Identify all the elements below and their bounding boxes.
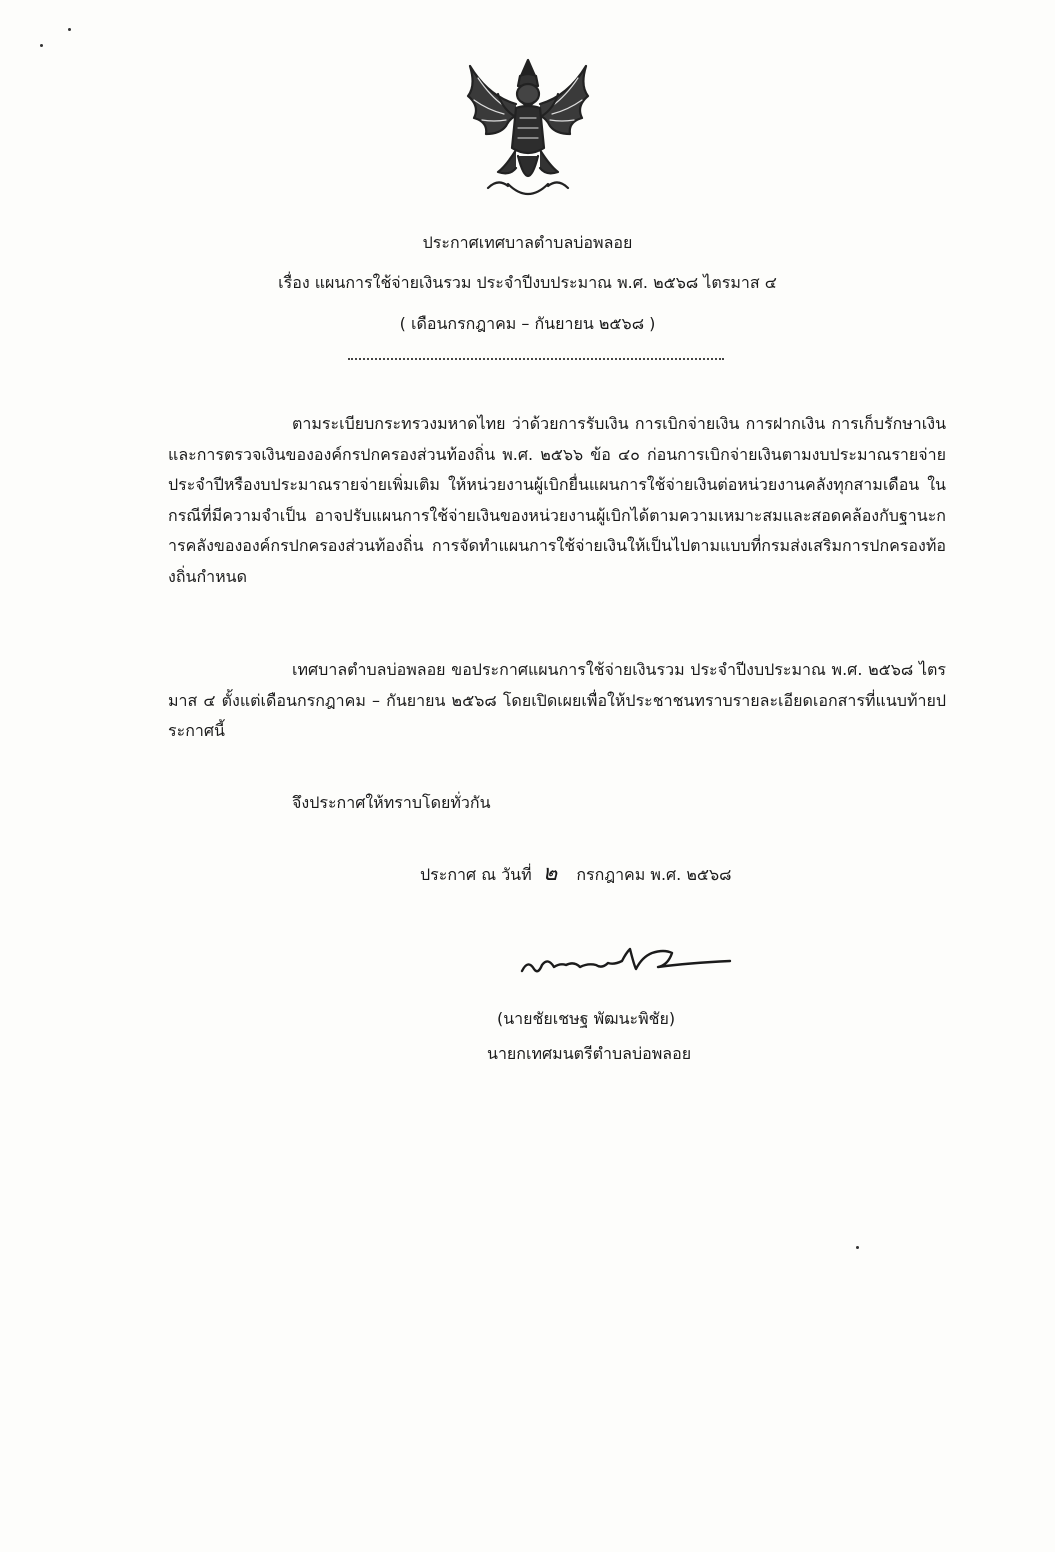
signatory-name: (นายชัยเชษฐ พัฒนะพิชัย) [497,1009,676,1028]
scan-speck [68,28,71,31]
scan-speck [856,1246,859,1249]
signature-icon [518,935,733,985]
signatory-position: นายกเทศมนตรีตำบลบ่อพลอย [487,1044,692,1063]
announcement-subject: เรื่อง แผนการใช้จ่ายเงินรวม ประจำปีงบประมาณ พ.ศ. ๒๕๖๘ ไตรมาส ๔ [278,273,777,292]
date-line [420,855,732,890]
announcement-period: ( เดือนกรกฎาคม – กันยายน ๒๕๖๘ ) [399,314,656,333]
date-prefix: ประกาศ ณ วันที่ [420,865,532,884]
scan-speck [40,44,43,47]
date-day: ๒ [542,861,558,886]
body-paragraph-2: เทศบาลตำบลบ่อพลอย ขอประกาศแผนการใช้จ่ายเงินรวม ประจำปีงบประมาณ พ.ศ. ๒๕๖๘ ไตรมาส ๔ ตั้งแต่เดือนกรกฎาคม – กันยายน ๒๕๖๘ โดยเปิดเผยเพื่อให้ประชาชนทราบรายละเอียดเอกสารที่แนบท้ายประกาศนี้ [168,660,946,740]
garuda-emblem-icon [458,56,598,206]
dotted-separator [348,358,724,360]
date-month-year: กรกฎาคม พ.ศ. ๒๕๖๘ [576,865,732,884]
body-paragraph-1: ตามระเบียบกระทรวงมหาดไทย ว่าด้วยการรับเงิน การเบิกจ่ายเงิน การฝากเงิน การเก็บรักษาเงิน และการตรวจเงินขององค์กรปกครองส่วนท้องถิ่น พ.ศ. ๒๕๖๖ ข้อ ๔๐ ก่อนการเบิกจ่ายเงินตามงบประมาณรายจ่ายประจำปีหรืองบประมาณรายจ่ายเพิ่มเติม ให้หน่วยงานผู้เบิกยื่นแผนการใช้จ่ายเงินต่อหน่วยงานคลังทุกสามเดือน ในกรณีที่มีความจำเป็น อาจปรับแผนการใช้จ่ายเงินของหน่วยงานผู้เบิกได้ตามความเหมาะสมและสอดคล้องกับฐานะการคลังขององค์กรปกครองส่วนท้องถิ่น การจัดทำแผนการใช้จ่ายเงินให้เป็นไปตามแบบที่กรมส่งเสริมการปกครองท้องถิ่นกำหนด [168,414,946,586]
announcement-title: ประกาศเทศบาลตำบลบ่อพลอย [422,233,633,252]
closing-statement: จึงประกาศให้ทราบโดยทั่วกัน [292,793,491,812]
